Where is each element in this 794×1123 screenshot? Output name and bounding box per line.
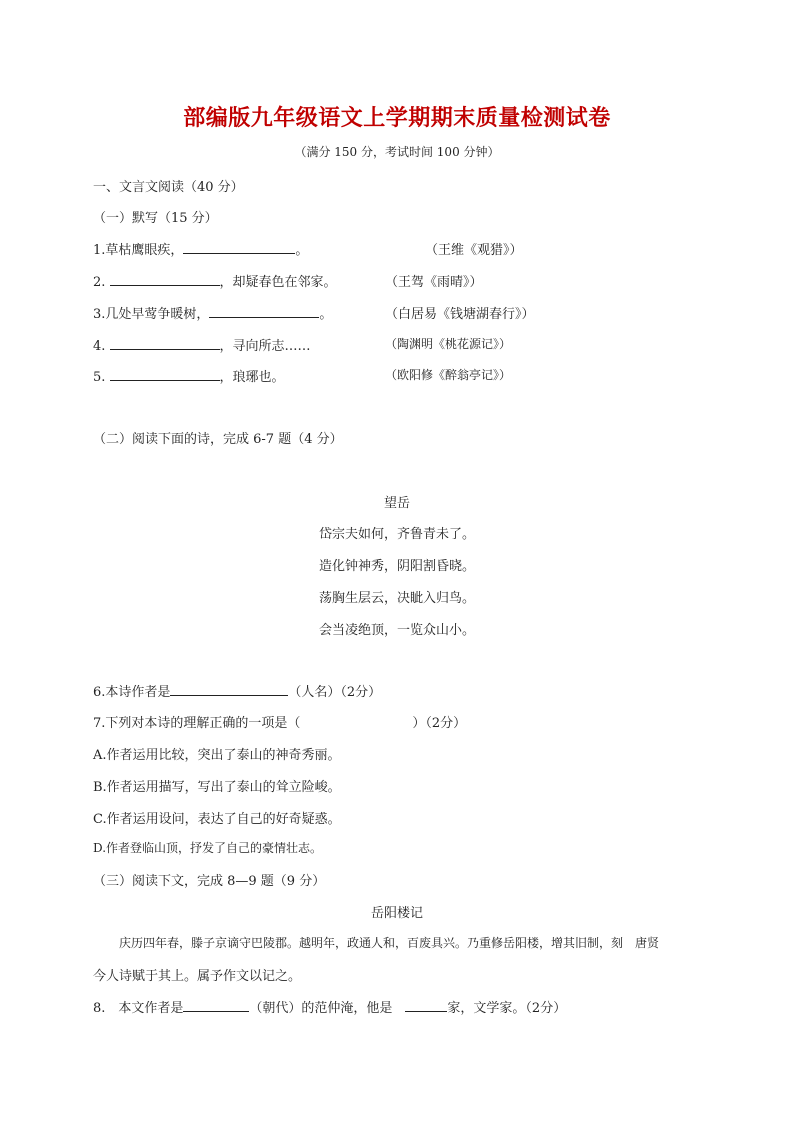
- poem-line: 荡胸生层云，决眦入归鸟。: [318, 591, 475, 606]
- dictation-item-4: [93, 335, 311, 354]
- question-text: 8. 本文作者是: [93, 1001, 184, 1016]
- item-text: ，却疑春色在邻家。: [219, 275, 337, 290]
- question-text: （朝代）的范仲淹，他是: [249, 1001, 406, 1016]
- option-c: C.作者运用设问，表达了自己的好奇疑惑。: [93, 812, 341, 827]
- passage-line-2: 今人诗赋于其上。属予作文以记之。: [93, 969, 302, 984]
- answer-blank[interactable]: [405, 999, 447, 1012]
- question-text: 6.本诗作者是: [93, 685, 171, 700]
- poem-line: 岱宗夫如何，齐鲁青未了。: [318, 527, 475, 542]
- item-text: 3.几处早莺争暖树，: [93, 307, 210, 322]
- part2-heading: （二）阅读下面的诗，完成 6-7 题（4 分）: [93, 432, 343, 447]
- item-text: 4.: [93, 339, 110, 354]
- part3-heading: （三）阅读下文，完成 8—9 题（9 分）: [93, 874, 326, 889]
- dictation-item-3: [93, 303, 332, 322]
- exam-subtitle: （满分 150 分，考试时间 100 分钟）: [294, 145, 500, 159]
- answer-blank[interactable]: [110, 273, 220, 286]
- item-text: 5.: [93, 370, 110, 385]
- item-source: （欧阳修《醉翁亭记》）: [385, 368, 512, 382]
- item-text: 。: [319, 307, 333, 322]
- section1-heading: 一、文言文阅读（40 分）: [93, 180, 244, 195]
- answer-blank[interactable]: [170, 683, 288, 696]
- dictation-item-5: [93, 366, 285, 385]
- answer-blank[interactable]: [209, 305, 319, 318]
- question-text: （人名）（2分）: [288, 685, 382, 700]
- question-text: 家，文学家。（2分）: [447, 1001, 567, 1016]
- option-d: D.作者登临山顶，抒发了自己的豪情壮志。: [93, 841, 323, 855]
- item-text: ，琅琊也。: [219, 370, 285, 385]
- passage-line-1: 庆历四年春，滕子京谪守巴陵郡。越明年，政通人和，百废具兴。乃重修岳阳楼，增其旧制，刻 唐贤: [119, 936, 660, 950]
- dictation-item-1: [93, 239, 308, 258]
- item-text: 。: [295, 243, 309, 258]
- dictation-item-2: [93, 271, 337, 290]
- answer-blank[interactable]: [110, 368, 220, 381]
- question-text: ）（2分）: [412, 716, 467, 731]
- option-b: B.作者运用描写，写出了泰山的耸立险峻。: [93, 780, 341, 795]
- answer-blank[interactable]: [183, 999, 249, 1012]
- option-a: A.作者运用比较，突出了泰山的神奇秀丽。: [93, 748, 341, 763]
- part1-heading: （一）默写（15 分）: [93, 211, 218, 226]
- poem-line: 会当凌绝顶，一览众山小。: [318, 623, 475, 638]
- question-8: [93, 997, 566, 1016]
- question-text: 7.下列对本诗的理解正确的一项是（: [93, 716, 301, 731]
- item-source: （王驾《雨晴》）: [385, 275, 483, 290]
- answer-blank[interactable]: [183, 241, 295, 254]
- answer-blank[interactable]: [110, 337, 220, 350]
- poem-line: 造化钟神秀，阴阳割昏晓。: [318, 559, 475, 574]
- item-source: （王维《观猎》）: [425, 243, 523, 258]
- item-text: 2.: [93, 275, 110, 290]
- item-source: （白居易《钱塘湖春行》）: [385, 307, 535, 322]
- item-source: （陶渊明《桃花源记》）: [385, 337, 512, 351]
- text-title: 岳阳楼记: [370, 906, 423, 921]
- exam-title: 部编版九年级语文上学期期末质量检测试卷: [183, 105, 611, 131]
- question-7: [93, 712, 466, 731]
- question-6: [93, 681, 381, 700]
- item-text: ，寻向所志……: [219, 339, 311, 354]
- poem-title: 望岳: [383, 496, 410, 511]
- item-text: 1.草枯鹰眼疾，: [93, 243, 184, 258]
